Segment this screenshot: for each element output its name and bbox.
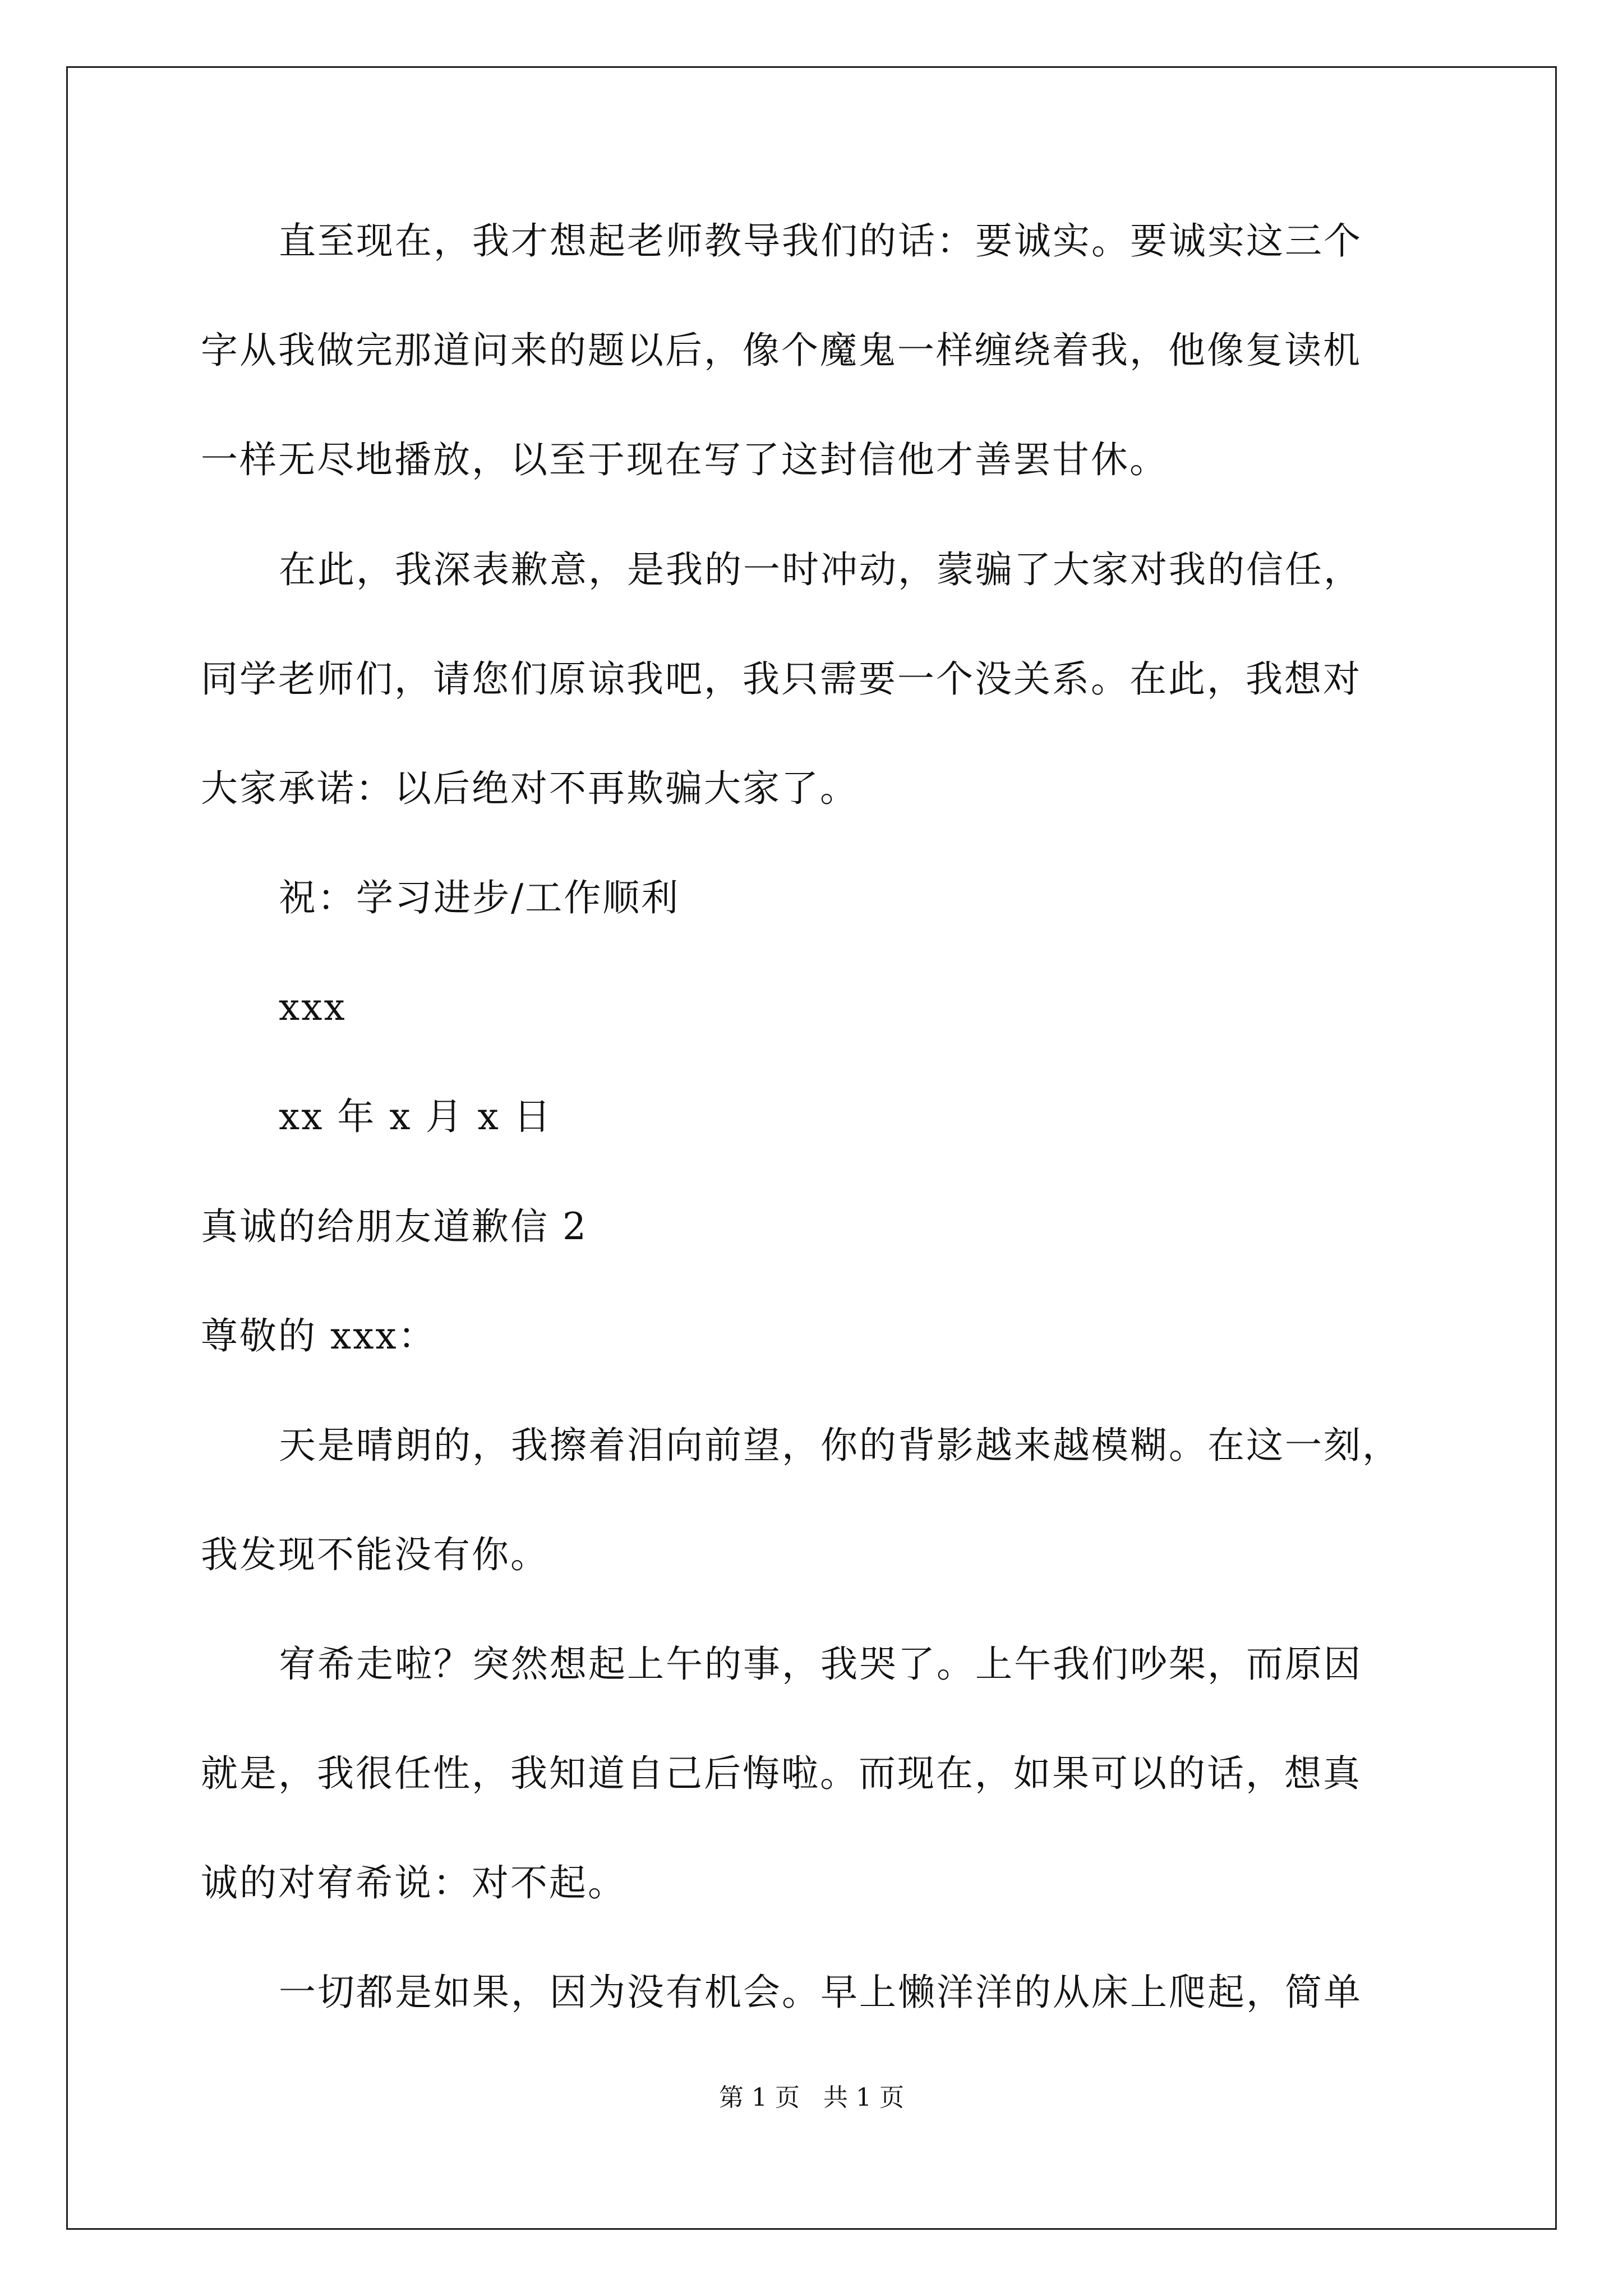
- text-line: 一切都是如果，因为没有机会。早上懒洋洋的从床上爬起，简单: [279, 1971, 1362, 2014]
- text-line: 在此，我深表歉意，是我的一时冲动，蒙骗了大家对我的信任，: [279, 548, 1362, 591]
- text-line: xxx: [279, 986, 347, 1029]
- text-line: 字从我做完那道问来的题以后，像个魔鬼一样缠绕着我，他像复读机: [201, 329, 1362, 372]
- text-line: 天是晴朗的，我擦着泪向前望，你的背影越来越模糊。在这一刻，: [279, 1424, 1401, 1467]
- text-line: 大家承诺：以后绝对不再欺骗大家了。: [201, 767, 859, 810]
- page-footer: 第 1 页 共 1 页: [719, 2083, 904, 2112]
- text-line: 就是，我很任性，我知道自己后悔啦。而现在，如果可以的话，想真: [201, 1752, 1362, 1795]
- salutation: 尊敬的 xxx：: [201, 1314, 437, 1358]
- text-line: xx 年 x 月 x 日: [279, 1095, 552, 1138]
- text-line: 我发现不能没有你。: [201, 1533, 549, 1576]
- text-line: 同学老师们，请您们原谅我吧，我只需要一个没关系。在此，我想对: [201, 657, 1362, 701]
- text-line: 一样无尽地播放，以至于现在写了这封信他才善罢甘休。: [201, 438, 1168, 481]
- text-line: 宥希走啦？突然想起上午的事，我哭了。上午我们吵架，而原因: [279, 1642, 1362, 1686]
- text-line: 祝：学习进步/工作顺利: [279, 876, 680, 919]
- section-heading: 真诚的给朋友道歉信 2: [201, 1205, 588, 1248]
- text-line: 直至现在，我才想起老师教导我们的话：要诚实。要诚实这三个: [279, 219, 1362, 263]
- text-line: 诚的对宥希说：对不起。: [201, 1861, 626, 1904]
